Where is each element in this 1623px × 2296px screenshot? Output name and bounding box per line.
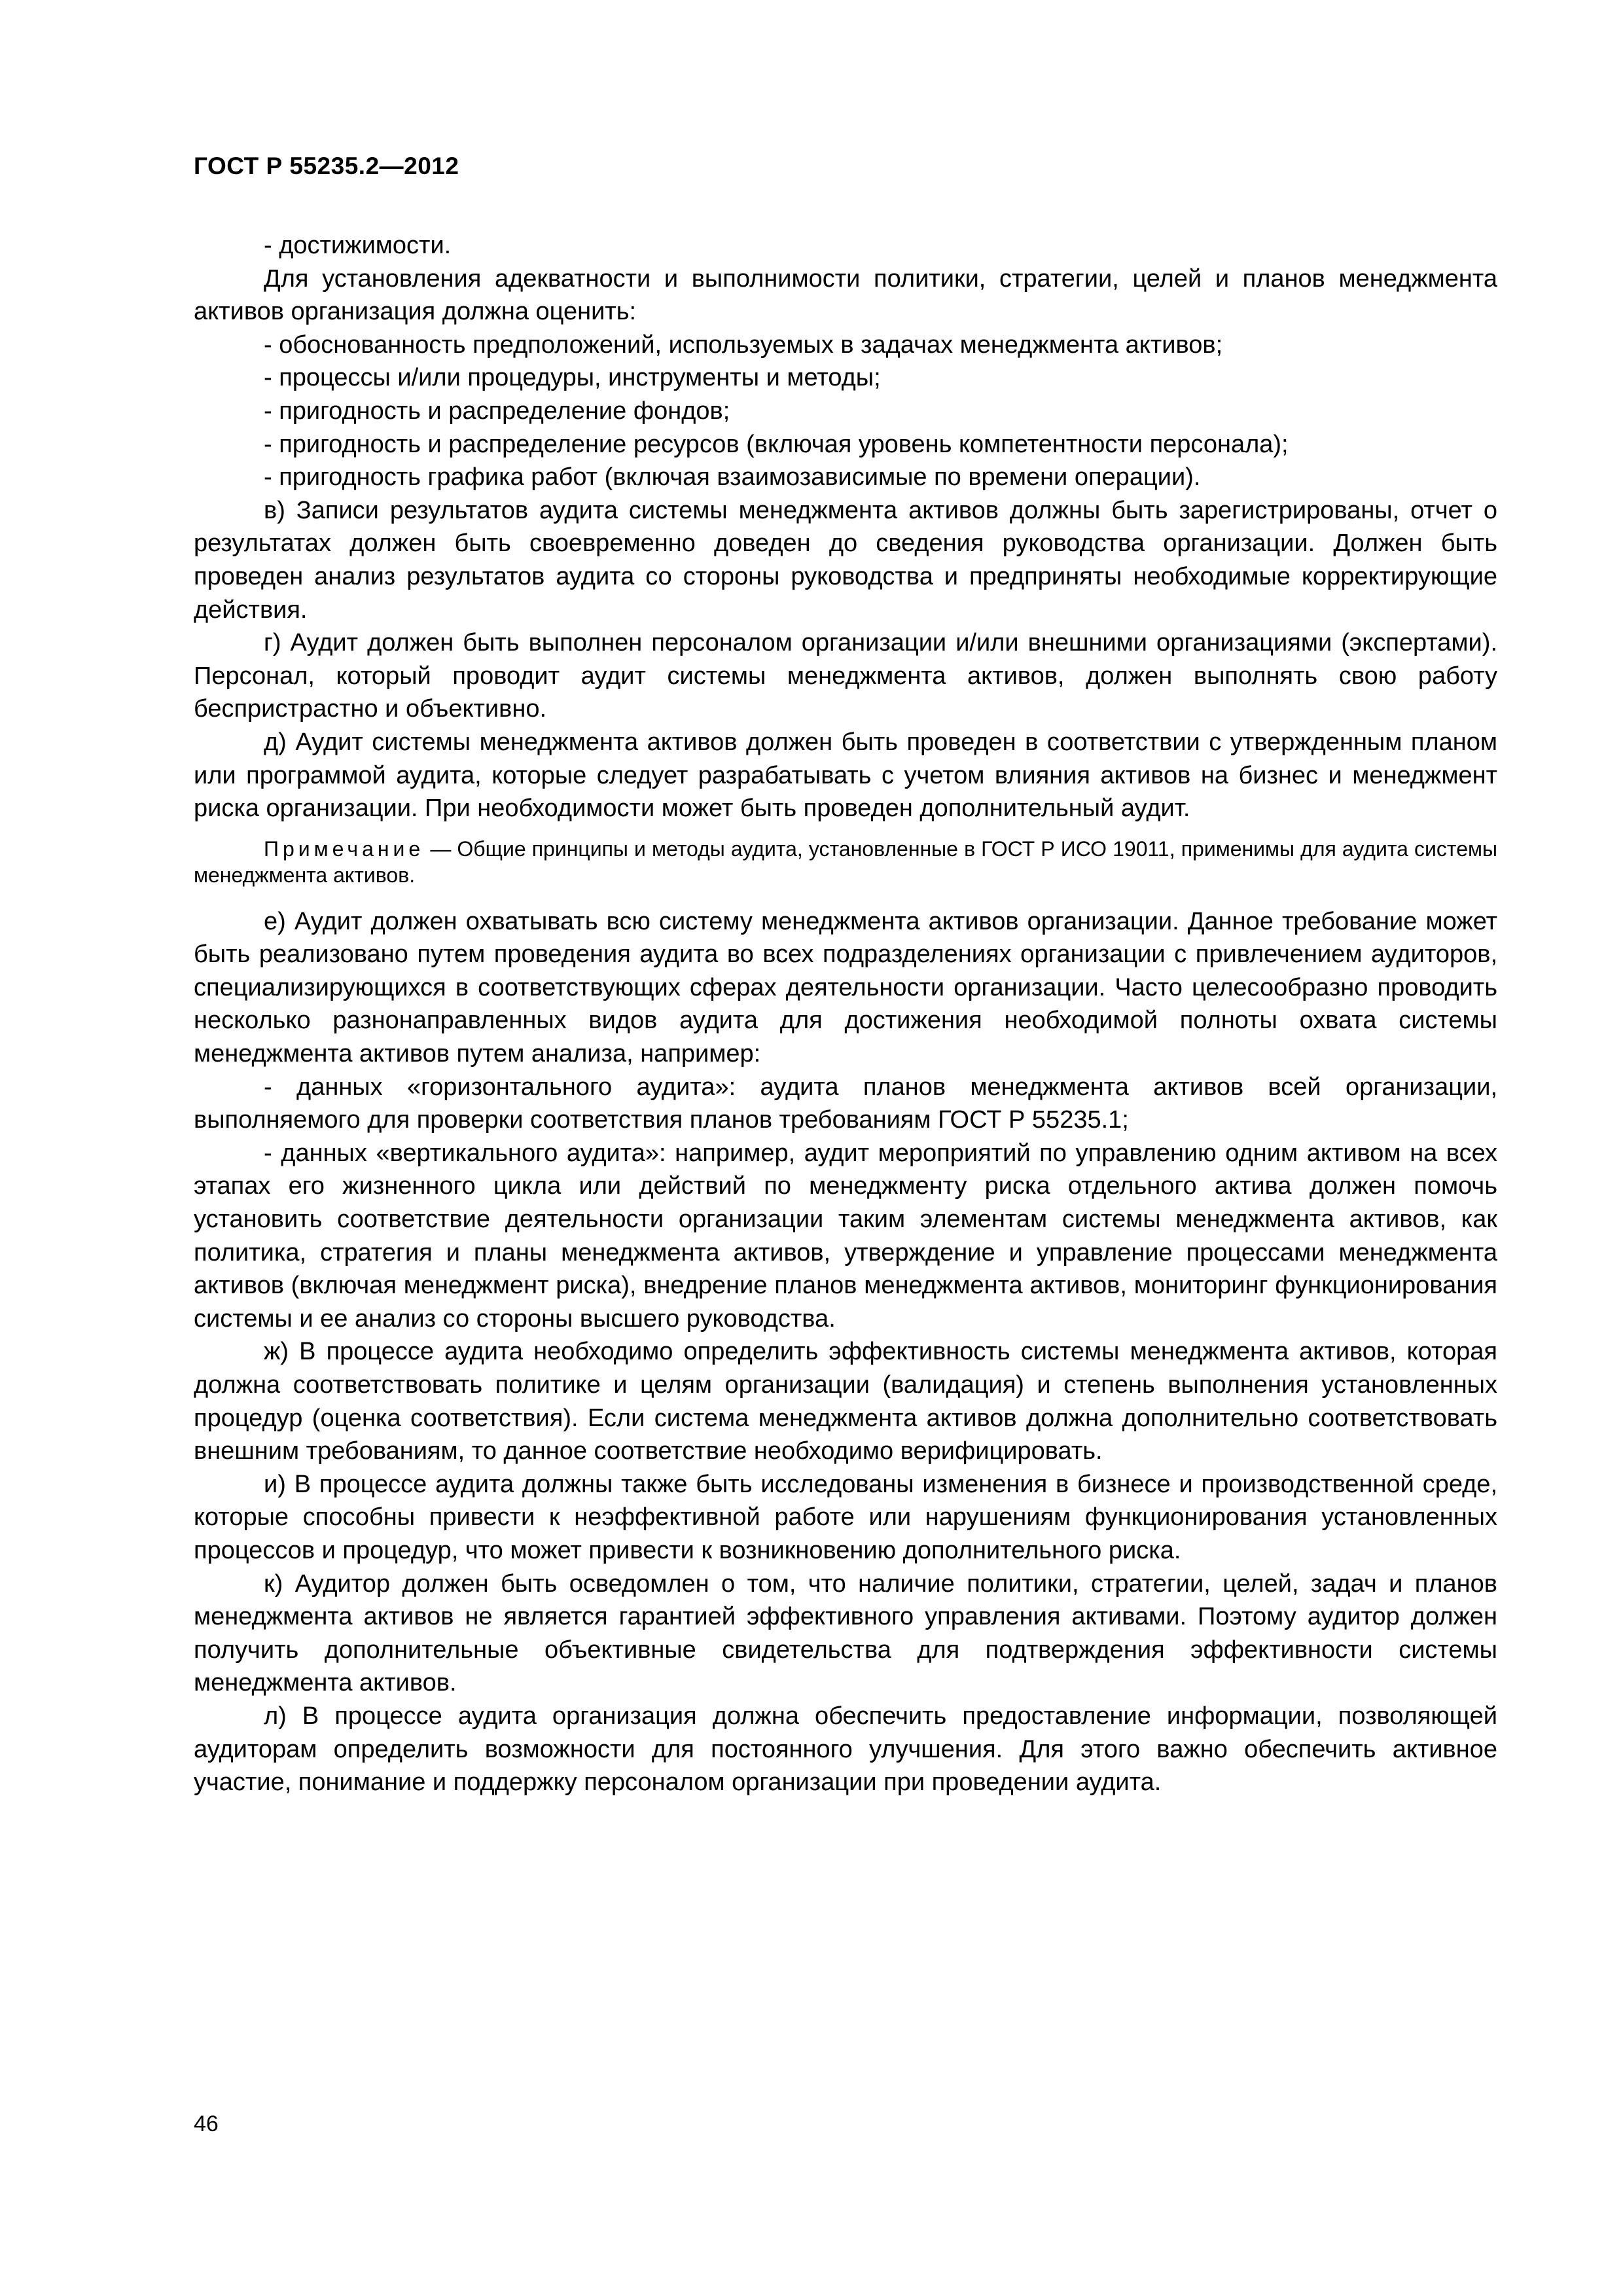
note-text: — Общие принципы и методы аудита, установленные в ГОСТ Р ИСО 19011, применимы для аудита системы менеджмента активов. [194, 836, 1497, 887]
paragraph: Для установления адекватности и выполнимости политики, стратегии, целей и планов менеджмента активов организация должна оценить: [194, 264, 1497, 326]
list-item: - процессы и/или процедуры, инструменты и методы; [264, 364, 881, 392]
list-item: - обоснованность предположений, используемых в задачах менеджмента активов; [264, 331, 1223, 359]
paragraph: к) Аудитор должен быть осведомлен о том, что наличие политики, стратегии, целей, задач и планов менеджмента активов не является гарантией эффективного управления активами. Поэтому аудитор должен получить дополнительные объективные свидетельства для подтверждения эффективности системы менеджмента активов. [194, 1570, 1497, 1697]
paragraph: е) Аудит должен охватывать всю систему менеджмента активов организации. Данное требование может быть реализовано путем проведения аудита во всех подразделениях организации с привлечением аудиторов, специализирующихся в соответствующих сферах деятельности организации. Часто целесообразно проводить несколько разнонаправленных видов аудита для достижения необходимой полноты охвата системы менеджмента активов путем анализа, например: [194, 907, 1497, 1068]
page-number: 46 [194, 2111, 219, 2136]
paragraph: - достижимости. [264, 232, 452, 259]
list-item: - пригодность и распределение фондов; [264, 397, 730, 425]
document-code-header: ГОСТ Р 55235.2—2012 [194, 152, 459, 179]
list-item: - пригодность графика работ (включая взаимозависимые по времени операции). [264, 463, 1201, 492]
list-item: - пригодность и распределение ресурсов (включая уровень компетентности персонала); [264, 430, 1289, 458]
note-label: Примечание [264, 836, 425, 861]
paragraph: д) Аудит системы менеджмента активов должен быть проведен в соответствии с утвержденным планом или программой аудита, которые следует разрабатывать с учетом влияния активов на бизнес и менеджмент риска организации. При необходимости может быть проведен дополнительный аудит. [194, 728, 1497, 823]
paragraph: ж) В процессе аудита необходимо определить эффективность системы менеджмента активов, которая должна соответствовать политике и целям организации (валидация) и степень выполнения установленных процедур (оценка соответствия). Если система менеджмента активов должна дополнительно соответствовать внешним требованиям, то данное соответствие необходимо верифицировать. [194, 1338, 1497, 1465]
paragraph: л) В процессе аудита организация должна обеспечить предоставление информации, позволяющей аудиторам определить возможности для постоянного улучшения. Для этого важно обеспечить активное участие, понимание и поддержку персоналом организации при проведении аудита. [194, 1702, 1497, 1797]
list-item: - данных «вертикального аудита»: например, аудит мероприятий по управлению одним активом на всех этапах его жизненного цикла или действий по менеджменту риска отдельного актива должен помочь установить соответствие деятельности организации таким элементам системы менеджмента активов, как политика, стратегия и планы менеджмента активов, утверждение и управление процессами менеджмента активов (включая менеджмент риска), внедрение планов менеджмента активов, мониторинг функционирования системы и ее анализ со стороны высшего руководства. [194, 1139, 1497, 1333]
paragraph: и) В процессе аудита должны также быть исследованы изменения в бизнесе и производственной среде, которые способны привести к неэффективной работе или нарушениям функционирования установленных процессов и процедур, что может привести к возникновению дополнительного риска. [194, 1470, 1497, 1564]
document-body [194, 229, 1497, 1799]
paragraph: в) Записи результатов аудита системы менеджмента активов должны быть зарегистрированы, отчет о результатах должен быть своевременно доведен до сведения руководства организации. Должен быть проведен анализ результатов аудита со стороны руководства и предприняты необходимые корректирующие действия. [194, 496, 1497, 624]
paragraph: г) Аудит должен быть выполнен персоналом организации и/или внешними организациями (экспертами). Персонал, который проводит аудит системы менеджмента активов, должен выполнять свою работу беспристрастно и объективно. [194, 629, 1497, 723]
note [194, 836, 1497, 888]
list-item: - данных «горизонтального аудита»: аудита планов менеджмента активов всей организации, выполняемого для проверки соответствия планов требованиям ГОСТ Р 55235.1; [194, 1073, 1497, 1134]
